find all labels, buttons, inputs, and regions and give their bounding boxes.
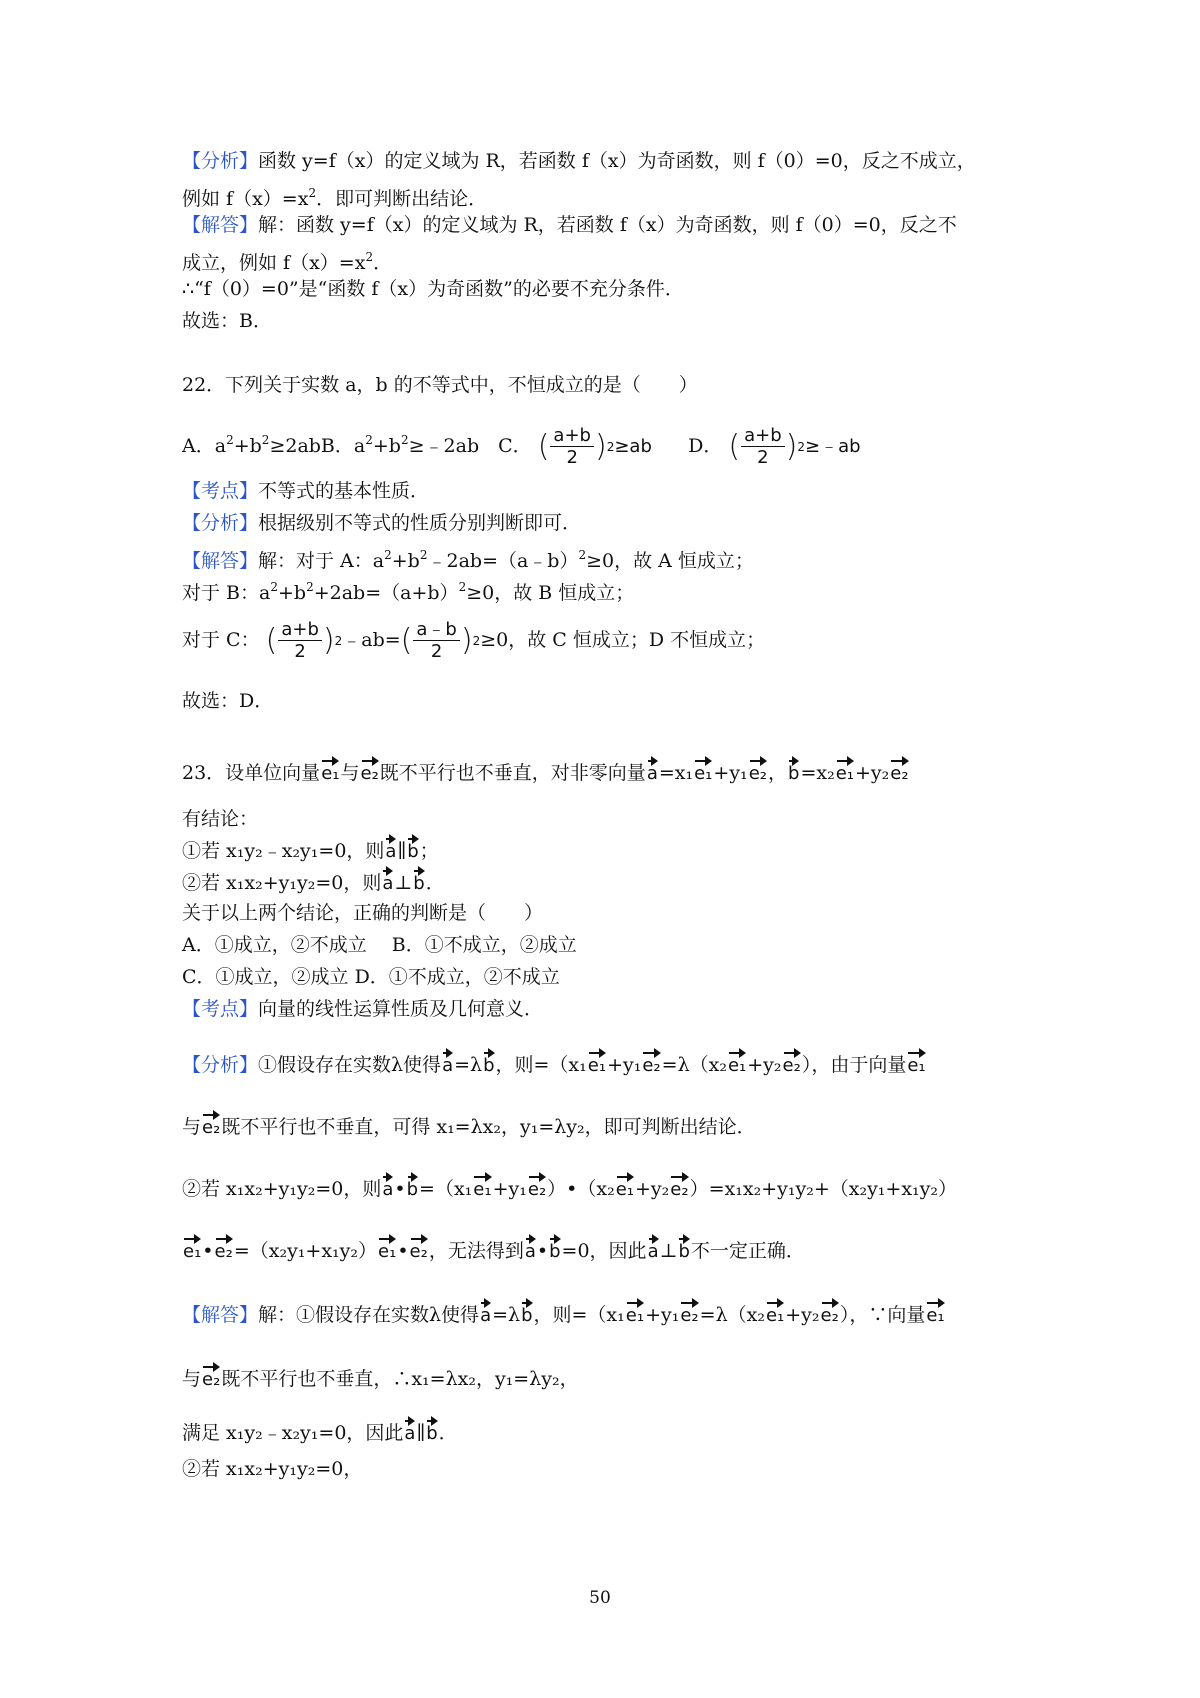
- vector-symbol: a: [404, 1416, 415, 1443]
- text-run: ≥0，故 A 恒成立；: [586, 550, 754, 572]
- text-run: 2: [430, 640, 443, 662]
- q23-jieda-2: [182, 1362, 579, 1396]
- vector-symbol: e₁: [183, 1234, 201, 1261]
- vector-symbol: e₂: [783, 1048, 801, 1075]
- vector-symbol: e₂: [670, 1172, 688, 1199]
- superscript-2: 2: [270, 580, 278, 594]
- text-run: +b: [391, 550, 420, 572]
- q22-jieda-b: [182, 574, 634, 606]
- superscript-2: 2: [334, 634, 343, 648]
- q22-fenxi: [182, 510, 581, 536]
- vector-symbol: b: [521, 1298, 532, 1325]
- text-run: ，由于向量: [811, 1054, 907, 1076]
- text-run: +b: [372, 435, 401, 457]
- vector-symbol: e₁: [616, 1172, 634, 1199]
- section-label: 【解答】: [182, 1304, 259, 1326]
- q23-stem-2: 有结论：: [182, 808, 259, 830]
- jieda-label: 【解答】: [182, 214, 259, 236]
- vector-symbol: b: [426, 1416, 437, 1443]
- superscript-2: 2: [365, 250, 374, 264]
- text-run: =λ（x₂: [661, 1054, 727, 1076]
- vector-symbol: a: [480, 1298, 491, 1325]
- text-run: 对于 C：: [182, 629, 260, 651]
- text-run: ；: [419, 840, 439, 862]
- text-run: ⊥: [659, 1240, 678, 1262]
- text-run: ，则: [533, 1304, 572, 1326]
- vector-symbol: b: [407, 834, 418, 861]
- parenthesis: ): [460, 623, 473, 658]
- q21-fenxi-line2: [182, 180, 487, 212]
- text-run: =（x₂y₁+x₁y₂）: [233, 1240, 378, 1262]
- text-run: =λ: [454, 1054, 483, 1076]
- superscript-2: 2: [261, 433, 270, 447]
- q23-conclusion-1: [182, 834, 439, 866]
- text-run: ，: [767, 762, 787, 784]
- text-run: 既不平行也不垂直，对非零向量: [379, 762, 646, 784]
- text-run: ﹣2ab=（a﹣b）: [427, 550, 579, 572]
- vector-symbol: e₂: [642, 1048, 660, 1075]
- superscript-2: 2: [384, 548, 392, 562]
- parenthesis: (: [537, 429, 550, 464]
- vector-symbol: e₁: [473, 1172, 491, 1199]
- frac-plus: [266, 619, 343, 663]
- text-run: =（x₁: [533, 1054, 587, 1076]
- vector-symbol: e₁: [926, 1298, 944, 1325]
- vector-symbol: e₁: [378, 1234, 396, 1261]
- superscript-2: 2: [365, 433, 373, 447]
- text-run: =x₂: [800, 762, 835, 784]
- vector-symbol: e₂: [680, 1298, 698, 1325]
- vector-symbol: e₂: [202, 1362, 220, 1389]
- text-run: 不等式的基本性质．: [258, 480, 430, 502]
- parenthesis: (: [400, 623, 413, 658]
- text-run: 不一定正确．: [690, 1240, 805, 1262]
- text-run: a+b: [741, 426, 785, 447]
- text-run: 解：函数 y=f（x）的定义域为 R，若函数 f（x）为奇函数，则 f（0）=0，反之不: [258, 214, 957, 236]
- text-run: A．a: [182, 435, 227, 457]
- vector-symbol: e₂: [890, 756, 908, 783]
- parenthesis: ): [594, 429, 607, 464]
- text-run: •: [202, 1240, 214, 1262]
- text-run: ①假设存在实数λ使得: [258, 1054, 442, 1076]
- text-run: 23．设单位向量: [182, 762, 321, 784]
- text-run: 与: [182, 1368, 202, 1390]
- q23-jieda-1: [182, 1298, 946, 1332]
- text-run: ≥0，故 C 恒成立；D 不恒成立；: [480, 629, 766, 651]
- superscript-2: 2: [606, 440, 615, 454]
- vector-symbol: e₁: [836, 756, 854, 783]
- fraction-part: [741, 426, 785, 469]
- text-run: +y₁: [713, 762, 748, 784]
- vector-symbol: b: [678, 1234, 689, 1261]
- q22-stem: 22．下列关于实数 a，b 的不等式中，不恒成立的是（ ）: [182, 374, 698, 396]
- option-d-formula: [728, 425, 860, 469]
- text-run: ．即可判断出结论．: [316, 188, 488, 210]
- vector-b: b: [788, 756, 799, 783]
- fenxi-label: 【分析】: [182, 512, 259, 534]
- vector-symbol: e₁: [907, 1048, 925, 1075]
- text-run: ，则: [495, 1054, 534, 1076]
- text-run: ．: [425, 872, 445, 894]
- q23-fenxi-4: [182, 1234, 805, 1268]
- text-run: a+b: [550, 426, 594, 447]
- text-run: +y₂: [785, 1304, 820, 1326]
- page-number: 50: [589, 1588, 611, 1608]
- q22-kaodian: [182, 478, 429, 504]
- text-run: a+b: [278, 620, 322, 641]
- text-run: =λ（x₂: [699, 1304, 765, 1326]
- vector-symbol: e₁: [766, 1298, 784, 1325]
- text-run: 例如 f（x）=x: [182, 188, 309, 210]
- text-run: D．: [688, 435, 723, 457]
- frac-minus: [401, 619, 481, 663]
- vector-symbol: e₂: [215, 1234, 233, 1261]
- section-label: 【分析】: [182, 1054, 259, 1076]
- text-run: •: [397, 1240, 409, 1262]
- q21-therefore: ∴“f（0）=0”是“函数 f（x）为奇函数”的必要不充分条件．: [182, 278, 684, 300]
- q22-answer: 故选：D．: [182, 690, 274, 712]
- text-run: ≥ab: [614, 436, 652, 457]
- text-run: a﹣b: [413, 620, 459, 641]
- q23-fenxi-1: [182, 1048, 927, 1082]
- text-run: ②若 x₁x₂+y₁y₂=0，则: [182, 872, 382, 894]
- vector-symbol: a: [525, 1234, 536, 1261]
- text-run: ，无法得到: [428, 1240, 524, 1262]
- vector-symbol: a: [382, 866, 393, 893]
- q22-options: [182, 418, 861, 469]
- q23-kaodian: [182, 996, 543, 1022]
- text-run: 2: [566, 446, 578, 468]
- text-run: 函数 y=f（x）的定义域为 R，若函数 f（x）为奇函数，则 f（0）=0，反之不成立，: [258, 150, 976, 172]
- text-run: ）: [689, 1178, 709, 1200]
- vector-symbol: e₁: [728, 1048, 746, 1075]
- text-run: 向量的线性运算性质及几何意义．: [258, 998, 544, 1020]
- text-run: •: [394, 1178, 406, 1200]
- text-run: 解：①假设存在实数λ使得: [258, 1304, 480, 1326]
- q22-jieda-c: [182, 618, 765, 663]
- vector-symbol: e₁: [626, 1298, 644, 1325]
- text-run: =x₁: [658, 762, 694, 784]
- vector-symbol: b: [483, 1048, 494, 1075]
- text-run: 对于 B：a: [182, 582, 271, 604]
- text-run: ②若 x₁x₂+y₁y₂=0，则: [182, 1178, 382, 1200]
- text-run: 2: [757, 446, 769, 468]
- q23-options-ab: A．①成立，②不成立 B．①不成立，②成立: [182, 934, 577, 956]
- text-run: ﹣ab=: [342, 629, 401, 651]
- parenthesis: (: [728, 429, 741, 464]
- text-run: +y₁: [492, 1178, 527, 1200]
- q22-jieda-a: [182, 542, 754, 574]
- vector-symbol: a: [648, 1234, 659, 1261]
- vector-e2: e₂: [361, 756, 379, 783]
- superscript-2: 2: [458, 580, 467, 594]
- superscript-2: 2: [226, 433, 234, 447]
- text-run: +b: [233, 435, 262, 457]
- text-run: +2ab=（a+b）: [313, 582, 459, 604]
- vector-symbol: e₂: [821, 1298, 839, 1325]
- text-run: 既不平行也不垂直，可得 x₁=λx₂，y₁=λy₂，即可判断出结论．: [221, 1116, 756, 1138]
- option-c-formula: [538, 425, 652, 469]
- q21-jieda-line2: [182, 244, 392, 276]
- vector-symbol: e₁: [588, 1048, 606, 1075]
- text-run: =λ: [492, 1304, 521, 1326]
- superscript-2: 2: [797, 440, 806, 454]
- text-run: ⊥: [394, 872, 413, 894]
- parenthesis: (: [265, 623, 278, 658]
- text-run: •: [536, 1240, 549, 1262]
- q23-conclusion-2: [182, 866, 445, 898]
- text-run: +b: [277, 582, 307, 604]
- vector-symbol: a: [385, 834, 396, 861]
- text-run: +y₂: [855, 762, 890, 784]
- fraction-part: [278, 620, 322, 663]
- q23-options-cd: C．①成立，②成立 D．①不成立，②不成立: [182, 966, 560, 988]
- text-run: 2: [294, 640, 306, 662]
- text-run: +y₁: [607, 1054, 642, 1076]
- parenthesis: ): [785, 429, 798, 464]
- text-run: 成立，例如 f（x）=x: [182, 252, 366, 274]
- fraction-part: [550, 426, 594, 469]
- text-run: =x₁x₂+y₁y₂+（x₂y₁+x₁y₂）: [708, 1178, 958, 1200]
- vector-symbol: a: [382, 1172, 393, 1199]
- text-run: +y₂: [747, 1054, 782, 1076]
- q23-jieda-4: ②若 x₁x₂+y₁y₂=0，: [182, 1458, 363, 1480]
- text-run: =（x₁: [419, 1178, 473, 1200]
- text-run: ．: [373, 252, 393, 274]
- text-run: ≥﹣ab: [805, 436, 861, 457]
- text-run: ）: [801, 1054, 812, 1076]
- text-run: ≥0，故 B 恒成立；: [466, 582, 635, 604]
- q23-jieda-3: [182, 1416, 458, 1449]
- text-run: 与: [340, 762, 360, 784]
- superscript-2: 2: [306, 580, 314, 594]
- vector-a: a: [647, 756, 658, 783]
- text-run: ≥﹣2ab C．: [408, 435, 532, 457]
- text-run: 满足 x₁y₂﹣x₂y₁=0，因此: [182, 1422, 404, 1444]
- superscript-2: 2: [419, 548, 428, 562]
- q21-fenxi-line1: [182, 148, 976, 174]
- text-run: =0，因此: [561, 1240, 647, 1262]
- q21-answer: 故选：B．: [182, 310, 272, 332]
- vector-e1: e₁: [321, 756, 339, 783]
- superscript-2: 2: [472, 634, 481, 648]
- text-run: =（x₁: [571, 1304, 625, 1326]
- q23-stem: [182, 756, 910, 790]
- parenthesis: ): [322, 623, 335, 658]
- vector-symbol: b: [407, 1172, 418, 1199]
- fraction-part: [413, 620, 459, 663]
- text-run: 根据级别不等式的性质分别判断即可．: [258, 512, 582, 534]
- text-run: ∥: [397, 840, 407, 862]
- text-run: 既不平行也不垂直，∴x₁=λx₂，y₁=λy₂，: [221, 1368, 579, 1390]
- q21-jieda-line1: [182, 212, 957, 238]
- fenxi-label: 【分析】: [182, 150, 259, 172]
- kaodian-label: 【考点】: [182, 480, 259, 502]
- text-run: ）•（x₂: [547, 1178, 615, 1200]
- q23-fenxi-2: [182, 1110, 756, 1144]
- vector-symbol: e₂: [528, 1172, 546, 1199]
- superscript-2: 2: [400, 433, 409, 447]
- text-run: ∥: [416, 1422, 426, 1444]
- text-run: +y₁: [645, 1304, 680, 1326]
- text-run: +y₂: [635, 1178, 670, 1200]
- text-run: 解：对于 A：a: [258, 550, 385, 572]
- q23-fenxi-3: [182, 1172, 957, 1206]
- text-run: ≥2abB．a: [269, 435, 366, 457]
- q23-which: 关于以上两个结论，正确的判断是（ ）: [182, 902, 544, 924]
- vector-symbol: e₁: [694, 756, 712, 783]
- text-run: ，∵向量: [849, 1304, 926, 1326]
- vector-symbol: e₂: [202, 1110, 220, 1137]
- vector-symbol: e₂: [410, 1234, 428, 1261]
- superscript-2: 2: [308, 186, 317, 200]
- superscript-2: 2: [578, 548, 587, 562]
- vector-symbol: b: [549, 1234, 560, 1261]
- section-label: 【考点】: [182, 998, 259, 1020]
- text-run: 与: [182, 1116, 202, 1138]
- vector-symbol: e₂: [749, 756, 767, 783]
- vector-symbol: b: [413, 866, 424, 893]
- text-run: ）: [839, 1304, 850, 1326]
- vector-symbol: a: [442, 1048, 453, 1075]
- text-run: ．: [438, 1422, 458, 1444]
- jieda-label: 【解答】: [182, 550, 259, 572]
- text-run: ①若 x₁y₂﹣x₂y₁=0，则: [182, 840, 385, 862]
